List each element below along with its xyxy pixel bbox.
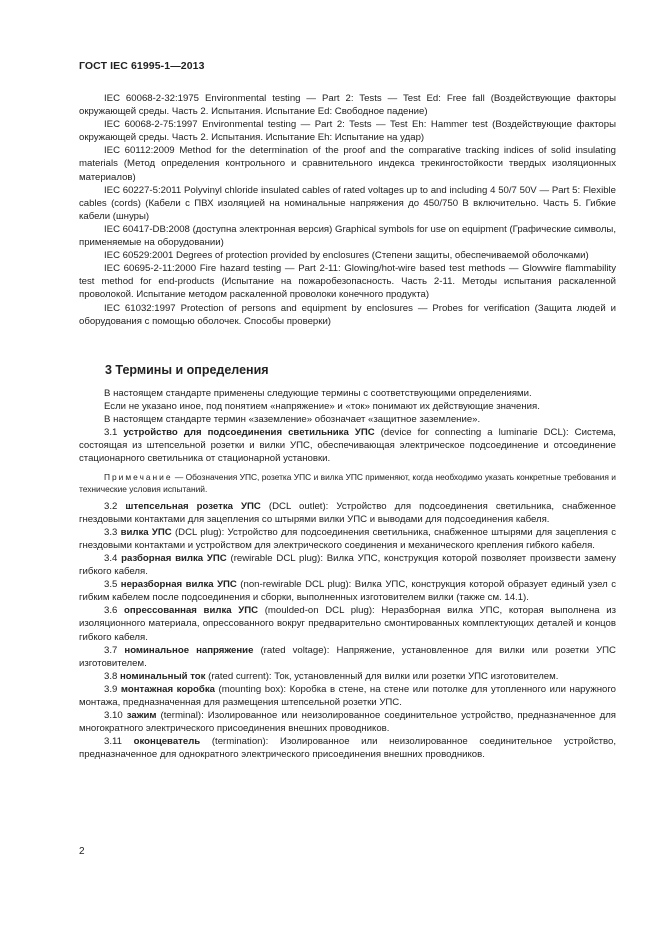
definition-term: вилка УПС bbox=[120, 526, 172, 538]
definition-3-1 bbox=[79, 426, 616, 465]
section-title: 3 Термины и определения bbox=[105, 363, 269, 377]
definition-number: 3.2 bbox=[104, 500, 118, 512]
definition-term: устройство для подсоединения светильника УПС bbox=[123, 427, 375, 439]
definition-number: 3.9 bbox=[104, 683, 118, 695]
definition-text: (mounting box): Коробка в стене, на стене или потолке для утопленного или наружного монтажа, предназначенная для размещения штепсельной розетки УПС. bbox=[79, 683, 616, 708]
definition-text: (moulded-on DCL plug): Неразборная вилка УПС, которая выполнена из изоляционного материала, опрессованного вокруг предварительно смонтированных комплектующих деталей и концов гибкого кабеля. bbox=[79, 605, 616, 643]
reference-item: IEC 60417-DB:2008 (доступна электронная версия) Graphical symbols for use on equipment (Графические символы, применяемые на оборудовании) bbox=[79, 223, 616, 249]
definition-term: монтажная коробка bbox=[120, 683, 215, 695]
definitions-body bbox=[79, 387, 616, 761]
definition-item bbox=[79, 526, 616, 552]
definition-item bbox=[79, 735, 616, 761]
reference-item: IEC 61032:1997 Protection of persons and equipment by enclosures — Probes for verification (Защита людей и оборудования с помощью оболочек. Способы проверки) bbox=[79, 302, 616, 327]
definition-item bbox=[79, 552, 616, 578]
reference-item: IEC 60068-2-32:1975 Environmental testing — Part 2: Tests — Test Ed: Free fall (Воздействующие факторы окружающей среды. Часть 2. Испытания. Испытание Ed: Свободное падение) bbox=[79, 93, 616, 118]
reference-item: IEC 60112:2009 Method for the determination of the proof and the comparative tracking indices of solid insulating materials (Метод определения контрольного и сравнительного индекса трекингостойкости твердых изоляционных материалов) bbox=[79, 145, 616, 183]
reference-item: IEC 60529:2001 Degrees of protection provided by enclosures (Степени защиты, обеспечиваемой оболочками) bbox=[104, 250, 589, 262]
document-header: ГОСТ IEC 61995-1—2013 bbox=[79, 60, 205, 72]
definition-item bbox=[79, 604, 616, 643]
definition-text: (non-rewirable DCL plug): Вилка УПС, конструкция которой образует единый узел с гибким кабелем после подсоединения и сборки, выполненных изготовителем вилки (также см. 14.1). bbox=[79, 579, 616, 604]
definition-text: (terminal): Изолированное или неизолированное соединительное устройство, предназначенное для многократного электрического присоединения внешних проводников. bbox=[79, 710, 616, 735]
definition-text: (rated voltage): Напряжение, установленное для вилки или розетки УПС изготовителем. bbox=[79, 644, 616, 669]
definition-text: (rewirable DCL plug): Вилка УПС, конструкция которой позволяет произвести замену гибкого кабеля. bbox=[79, 552, 616, 578]
intro-paragraph: В настоящем стандарте термин «заземление» обозначает «защитное заземление». bbox=[104, 414, 481, 426]
definition-term: штепсельная розетка УПС bbox=[125, 500, 261, 512]
intro-paragraph: В настоящем стандарте применены следующие термины с соответствующими определениями. bbox=[104, 388, 532, 399]
definition-number: 3.8 bbox=[104, 670, 118, 682]
definition-text: (DCL plug): Устройство для подсоединения светильника, снабженное штырями для зацепления с гнездовыми контактами и устройством для электрического соединения и механического крепления гибкого кабеля. bbox=[79, 526, 616, 551]
definition-text: (DCL outlet): Устройство для подсоединения светильника, снабженное гнездовыми контактами для зацепления со штырями вилки УПС и выводами для подсоединения кабеля. bbox=[79, 500, 616, 525]
definition-item bbox=[79, 500, 616, 526]
definition-number: 3.1 bbox=[104, 427, 118, 439]
reference-item: IEC 60695-2-11:2000 Fire hazard testing — Part 2-11: Glowing/hot-wire based test methods — Glowwire flammability test method for end-products (Испытание на пожаробезопасность. Часть 2-11. Методы испытания раскаленной проволокой. Испытание методом раскаленной проволоки конечного продукта) bbox=[79, 263, 616, 301]
definition-term: опрессованная вилка УПС bbox=[124, 605, 259, 617]
definition-number: 3.6 bbox=[104, 605, 118, 617]
definition-term: номинальный ток bbox=[120, 670, 206, 682]
definition-item bbox=[79, 670, 616, 683]
reference-item: IEC 60068-2-75:1997 Environmental testing — Part 2: Tests — Test Eh: Hammer test (Воздействующие факторы окружающей среды. Часть 2. Испытания. Испытание Eh: Испытание на удар) bbox=[79, 119, 616, 144]
definition-number: 3.7 bbox=[104, 644, 118, 656]
normative-references bbox=[79, 92, 616, 328]
definition-number: 3.3 bbox=[104, 526, 118, 538]
definition-number: 3.10 bbox=[104, 710, 123, 722]
intro-paragraph: Если не указано иное, под понятием «напряжение» и «ток» понимают их действующие значения. bbox=[104, 401, 540, 413]
definition-number: 3.11 bbox=[104, 736, 122, 748]
definition-number: 3.4 bbox=[104, 552, 118, 564]
note-paragraph bbox=[79, 471, 616, 495]
definition-text: (rated current): Ток, установленный для вилки или розетки УПС изготовителем. bbox=[205, 670, 559, 682]
definition-item bbox=[79, 709, 616, 735]
note-text: — Обозначения УПС, розетка УПС и вилка УПС применяют, когда необходимо указать конкретные требования и технические условия испытаний. bbox=[79, 471, 616, 494]
definition-item bbox=[79, 644, 616, 670]
definition-number: 3.5 bbox=[104, 579, 118, 591]
definition-term: зажим bbox=[126, 710, 157, 722]
definition-term: неразборная вилка УПС bbox=[120, 579, 237, 591]
definition-item bbox=[79, 578, 616, 604]
definition-term: оконцеватель bbox=[133, 736, 201, 748]
definition-term: разборная вилка УПС bbox=[121, 552, 227, 564]
definition-text: (device for connecting a luminarie DCL): Система, состоящая из штепсельной розетки и вилки УПС, обеспечивающая электрическое подсоединение и отсоединение стационарного светильника от стационарной установки. bbox=[79, 427, 616, 465]
note-label: Примечание bbox=[104, 471, 173, 482]
definition-term: номинальное напряжение bbox=[124, 644, 254, 656]
page-number: 2 bbox=[79, 846, 85, 857]
definition-text: (termination): Изолированное или неизолированное соединительное устройство, предназначенное для однократного электрического присоединения внешних проводников. bbox=[79, 736, 616, 761]
definition-item bbox=[79, 683, 616, 709]
reference-item: IEC 60227-5:2011 Polyvinyl chloride insulated cables of rated voltages up to and including 4 50/7 50V — Part 5: Flexible cables (cords) (Кабели с ПВХ изоляцией на номинальные напряжения до 450/750 В включительно. Часть 5. Гибкие кабели (шнуры) bbox=[79, 184, 616, 222]
